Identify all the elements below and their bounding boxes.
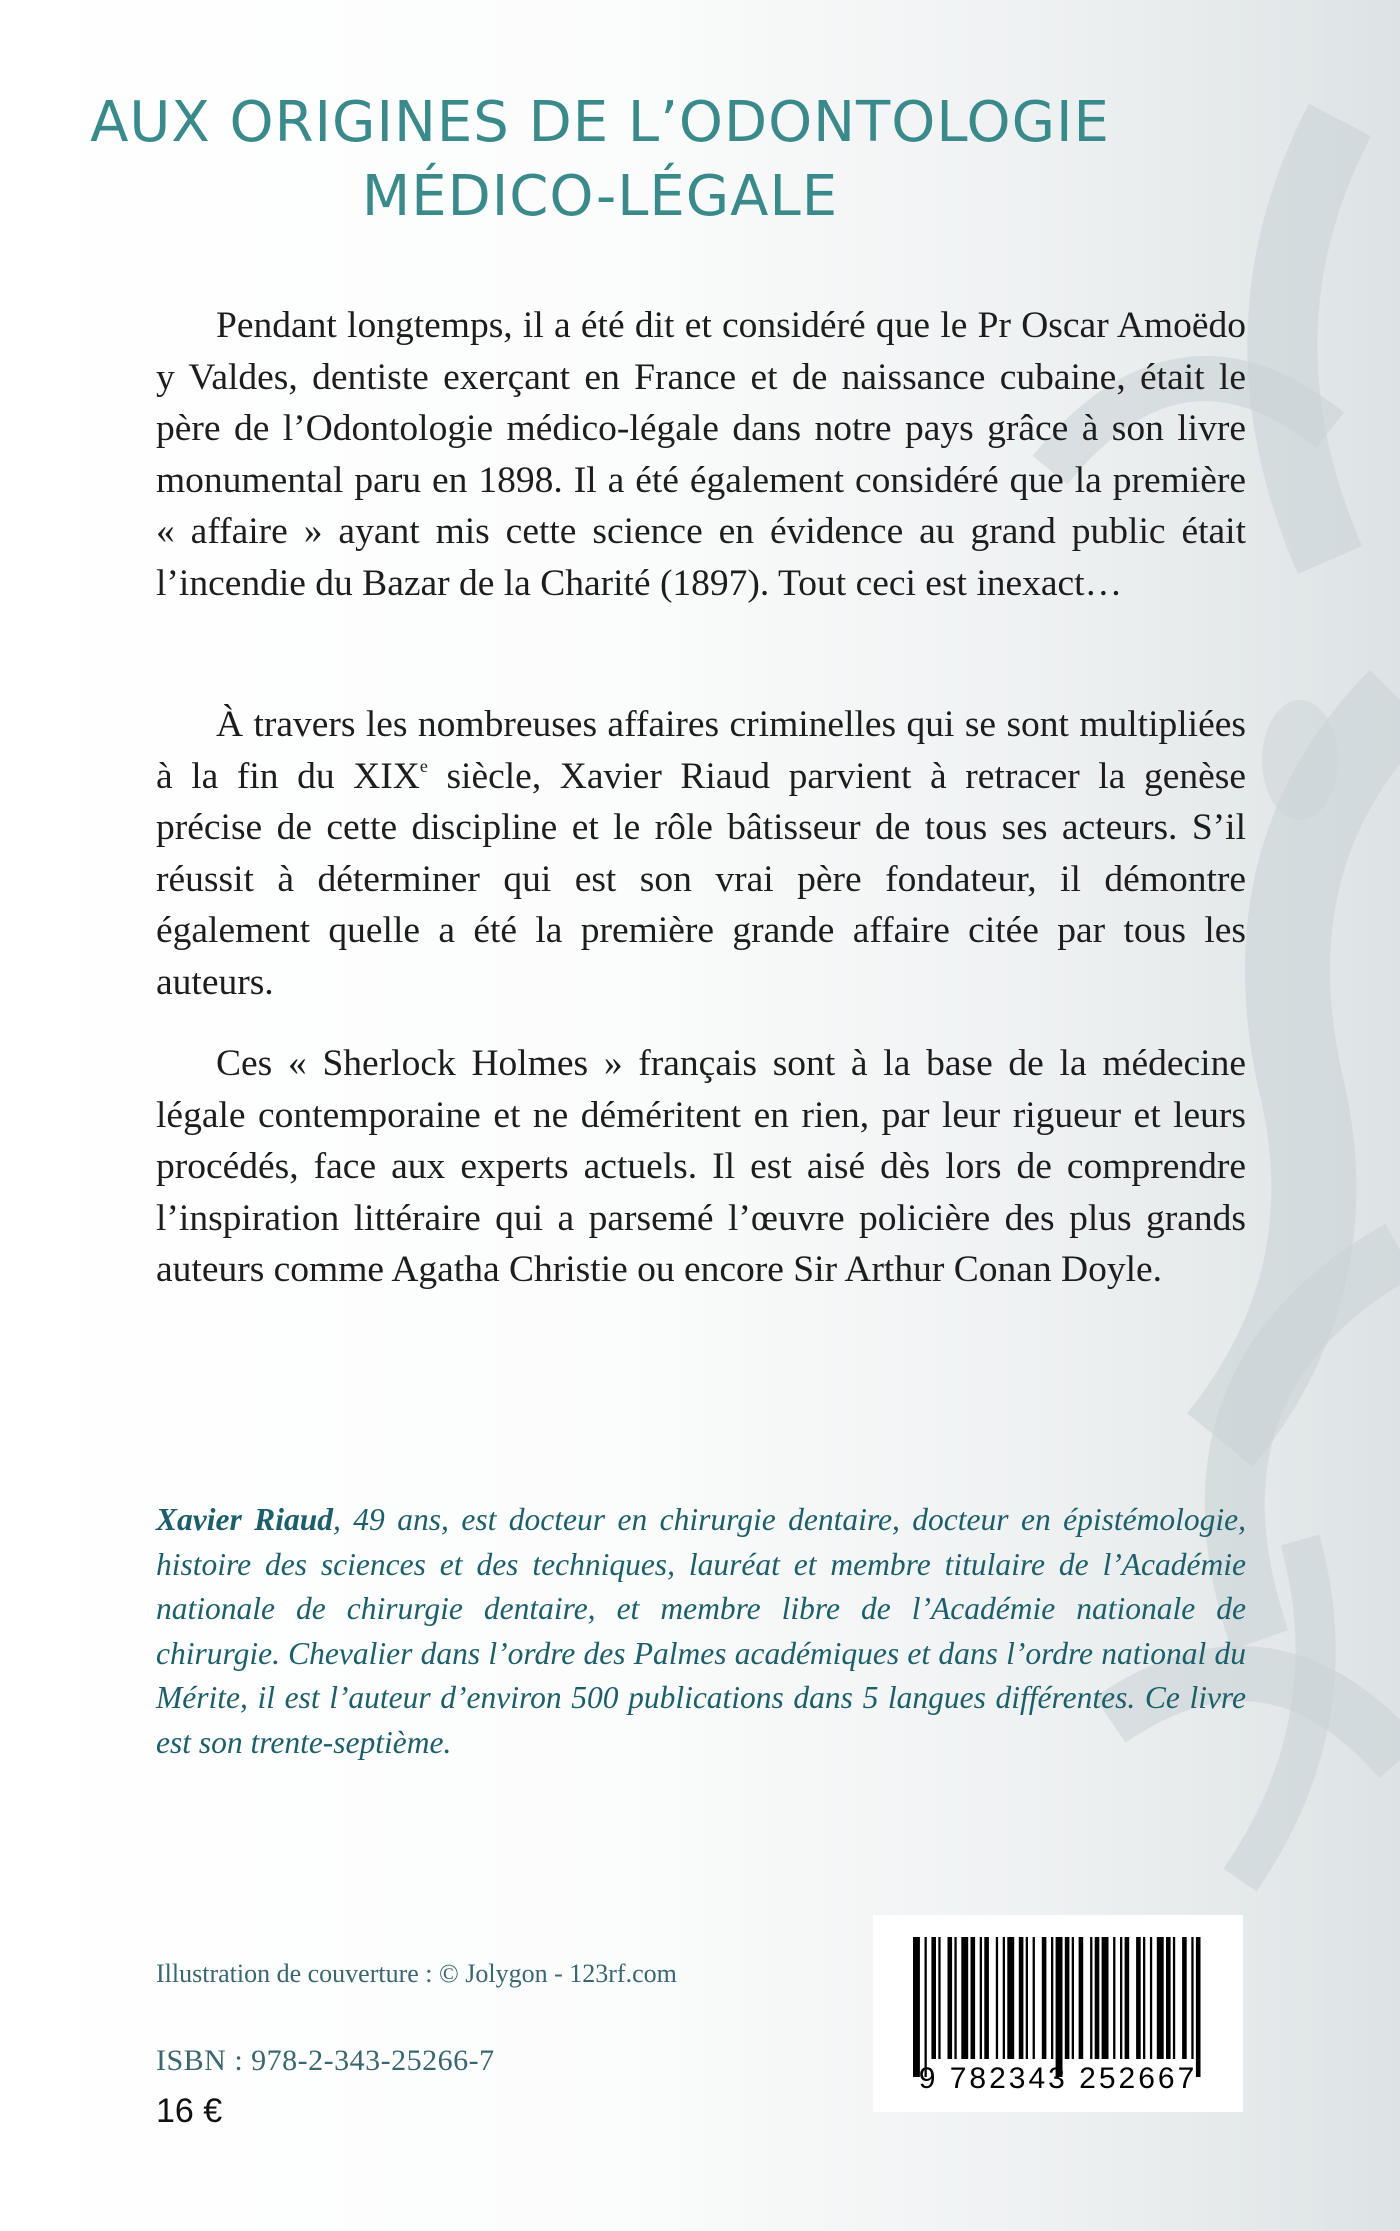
barcode-bar <box>1026 1937 1028 2059</box>
barcode-bar <box>931 1937 936 2059</box>
barcode-bar <box>1079 1937 1084 2059</box>
barcode-bar <box>1065 1937 1070 2059</box>
barcode-bar <box>971 1937 976 2059</box>
barcode-bar <box>1072 1937 1074 2059</box>
barcode-bar <box>1166 1937 1171 2059</box>
barcode-bar <box>925 1937 927 2077</box>
barcode-bar <box>938 1937 940 2059</box>
barcode-bar <box>1143 1937 1145 2059</box>
barcode-bar <box>1033 1937 1035 2059</box>
author-bio-text: , 49 ans, est docteur en chirurgie dentaire, docteur en épistémologie, histoire des sciences et des techniques, lauréat et membre titulaire de l’Académie nationale de chirurgie dentaire, et membre libre de l’Académie nationale de chirurgie. Chevalier dans l’ordre des Palmes académiques et dans l’ordre national du Mérite, il est l’auteur d’environ 500 publications dans 5 langues différentes. Ce livre est son trente-septième. <box>156 1502 1246 1760</box>
title-line-2: MÉDICO-LÉGALE <box>361 164 839 229</box>
barcode-bar <box>1136 1937 1141 2059</box>
barcode-bar <box>1113 1937 1115 2059</box>
author-name: Xavier Riaud <box>156 1502 333 1537</box>
barcode-bar <box>1182 1937 1187 2059</box>
price-label: 16 € <box>156 2092 223 2130</box>
barcode-bar <box>980 1937 982 2059</box>
barcode-bar <box>984 1937 989 2059</box>
author-bio <box>156 1498 1246 1765</box>
summary-paragraph-1: Pendant longtemps, il a été dit et considéré que le Pr Oscar Amoëdo y Valdes, dentiste exerçant en France et de naissance cubaine, était le père de l’Odontologie médico-légale dans notre pays grâce à son livre monumental paru en 1898. Il a été également considéré que la première « affaire » ayant mis cette science en évidence au grand public était l’incendie du Bazar de la Charité (1897). Tout ceci est inexact… <box>156 305 1246 604</box>
barcode-bar <box>1196 1937 1201 2077</box>
title-line-1: AUX ORIGINES DE L’ODONTOLOGIE <box>90 90 1110 155</box>
barcode-bar <box>1157 1937 1164 2059</box>
barcode-bar <box>1095 1937 1100 2059</box>
barcode-bar <box>1150 1937 1152 2059</box>
illustration-credit: Illustration de couverture : © Jolygon - 123rf.com <box>156 1959 677 1988</box>
barcode-bar <box>1090 1937 1092 2059</box>
barcode-bar <box>1051 1937 1053 2059</box>
barcode <box>873 1915 1243 2112</box>
isbn-label: ISBN : 978-2-343-25266-7 <box>156 2044 495 2077</box>
summary-paragraph-3: Ces « Sherlock Holmes » français sont à la base de la médecine légale contemporaine et ne déméritent en rien, par leur rigueur et leurs procédés, face aux experts actuels. Il est aisé dès lors de comprendre l’inspiration littéraire qui a parsemé l’œuvre policière des plus grands auteurs comme Agatha Christie ou encore Sir Arthur Conan Doyle. <box>156 1043 1246 1290</box>
barcode-bar <box>1120 1937 1122 2059</box>
barcode-bar <box>1007 1937 1014 2059</box>
barcode-number: 9 782343 252667 <box>918 2062 1198 2095</box>
barcode-bar <box>1003 1937 1005 2059</box>
barcode-bar <box>1102 1937 1109 2059</box>
barcode-bar <box>1125 1937 1130 2059</box>
barcode-bar <box>1042 1937 1047 2059</box>
summary-paragraph-2-part-2: siècle, Xavier Riaud parvient à retracer la genèse précise de cette discipline et le rôle bâtisseur de tous ses acteurs. S’il réussit à déterminer qui est son vrai père fondateur, il démontre également quelle a été la première grande affaire citée par tous les auteurs. <box>156 755 1246 1003</box>
barcode-bar <box>1019 1937 1024 2059</box>
barcode-bar <box>961 1937 968 2059</box>
century-superscript: e <box>419 755 428 776</box>
summary-paragraph-2-part-1: À travers les nombreuses affaires criminelles qui se sont multipliées à la fin du XIX <box>156 704 1246 797</box>
barcode-bar <box>954 1937 956 2059</box>
barcode-bar <box>996 1937 998 2059</box>
summary-paragraph-2 <box>156 699 1246 1008</box>
barcode-bar <box>1191 1937 1193 2059</box>
barcode-bar <box>1056 1937 1063 2077</box>
barcode-bar <box>948 1937 953 2059</box>
barcode-bar <box>1173 1937 1175 2059</box>
barcode-bar <box>913 1937 920 2077</box>
